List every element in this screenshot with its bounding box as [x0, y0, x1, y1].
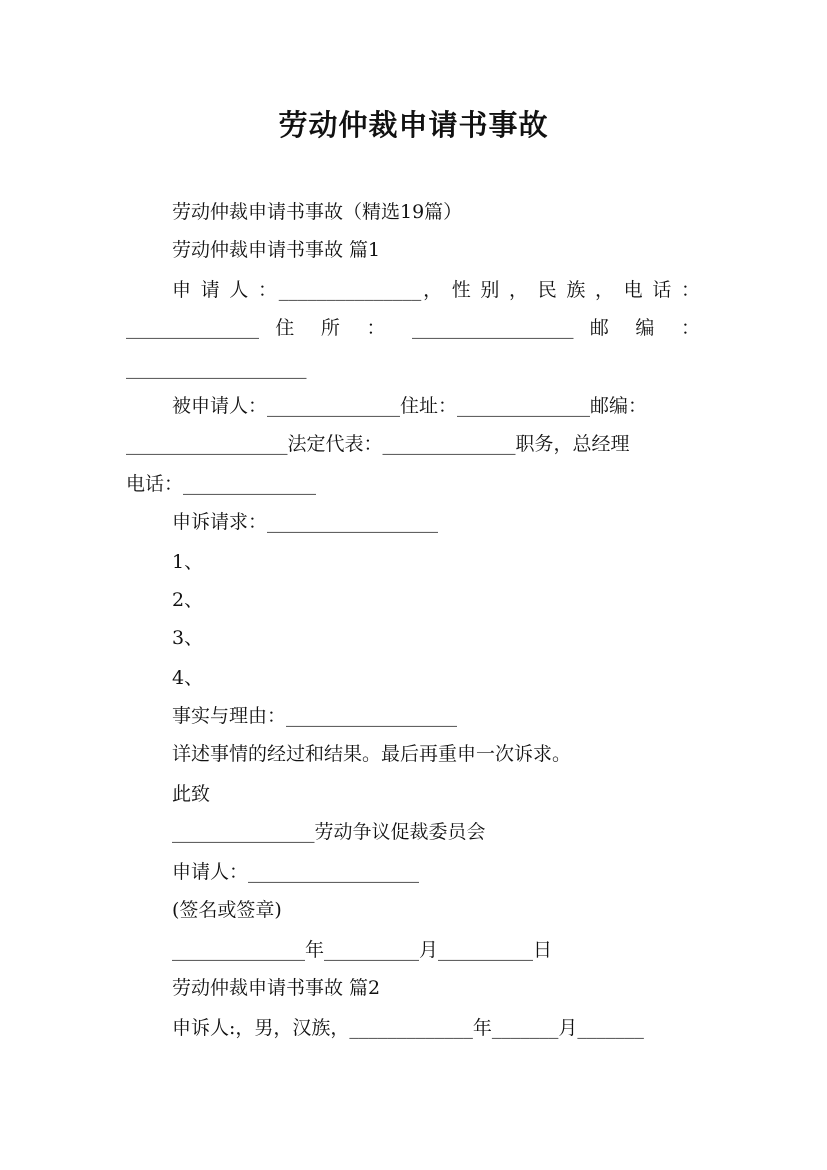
salutation-line: 此致: [172, 783, 211, 805]
signature-applicant-line: 申请人：__________________: [172, 861, 420, 883]
signature-note-line: (签名或签章): [172, 899, 282, 921]
section-heading-2: 劳动仲裁申请书事故 篇2: [172, 977, 381, 999]
document-title: 劳动仲裁申请书事故: [278, 108, 549, 142]
postcode-blank-line: ___________________: [126, 357, 307, 379]
legal-rep-line: _________________法定代表：______________职务，总经理: [126, 433, 630, 455]
section-heading-1: 劳动仲裁申请书事故 篇1: [172, 239, 381, 261]
complainant-line: 申诉人:，男，汉族，_____________年_______月_______: [172, 1017, 644, 1039]
date-line: ______________年__________月__________日: [172, 939, 553, 961]
phone-line: 电话：______________: [126, 473, 317, 495]
claim-item-4: 4、: [172, 667, 204, 689]
claims-line: 申诉请求：__________________: [172, 511, 439, 533]
applicant-line: 申 请 人 ：_______________， 性 别 ， 民 族 ， 电 话 ：: [172, 279, 700, 301]
claim-item-1: 1、: [172, 551, 204, 573]
facts-detail-line: 详述事情的经过和结果。最后再重申一次诉求。: [172, 743, 572, 765]
facts-line: 事实与理由：__________________: [172, 705, 458, 727]
address-line: ______________ 住 所 ： _________________ 邮 编 ：: [126, 317, 700, 339]
committee-line: _______________劳动争议促裁委员会: [172, 821, 486, 843]
claim-item-3: 3、: [172, 627, 204, 649]
claim-item-2: 2、: [172, 589, 204, 611]
respondent-line: 被申请人：______________住址：______________邮编：: [172, 395, 648, 417]
subtitle-line: 劳动仲裁申请书事故（精选19篇）: [172, 201, 463, 223]
